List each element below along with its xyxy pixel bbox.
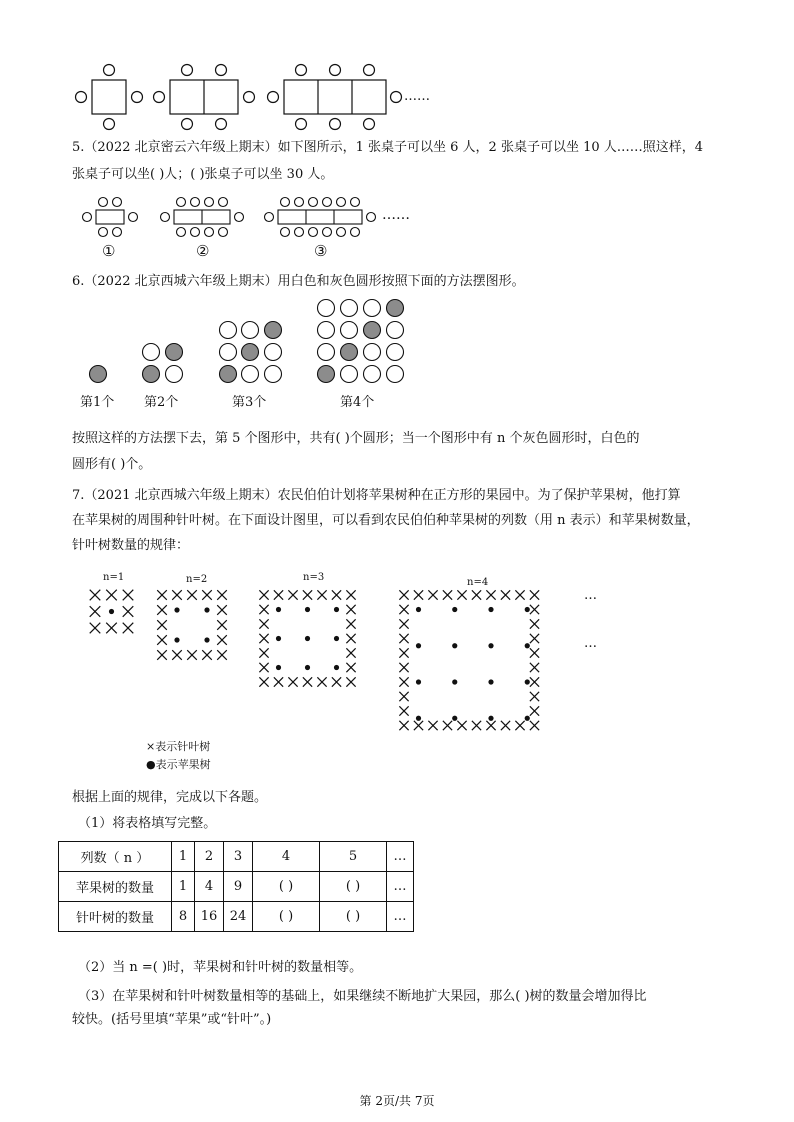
q6-text-line2: 按照这样的方法摆下去，第 5 个图形中，共有( )个圆形；当一个图形中有 n 个灰色圆形时，白色的 — [72, 431, 640, 446]
q7-n-label-2: n=2 — [186, 574, 208, 585]
apple-tree-dot — [334, 636, 339, 641]
q5-label-2: ② — [196, 242, 210, 260]
apple-tree-dot — [305, 665, 310, 670]
answer-blank[interactable]: ( ) — [253, 902, 320, 932]
apple-tree-dot — [334, 607, 339, 612]
q6-figure-label-3: 第3个 — [232, 395, 267, 410]
table-cell: … — [387, 842, 414, 872]
apple-tree-dot — [416, 643, 421, 648]
q7-text-line2: 在苹果树的周围种针叶树。在下面设计图里，可以看到农民伯伯种苹果树的列数（用 n 表示）和苹果树数量， — [72, 513, 700, 528]
table-cell: 9 — [224, 872, 253, 902]
q7-text-line3: 针叶树数量的规律： — [72, 538, 190, 553]
table-cell: 列数（ n ） — [59, 842, 172, 872]
table-cell: 2 — [195, 842, 224, 872]
apple-tree-dot — [204, 607, 209, 612]
apple-tree-dot — [174, 637, 179, 642]
q7-sub3-line1: （3）在苹果树和针叶树数量相等的基础上，如果继续不断地扩大果园，那么( )树的数量会增加得比 — [78, 989, 647, 1004]
q7-n-label-4: n=4 — [467, 577, 489, 588]
apple-tree-dot — [174, 607, 179, 612]
table-row — [59, 872, 414, 902]
q7-legend-conifer: ×表示针叶树 — [146, 740, 211, 753]
q7-ellipsis-lower: … — [584, 636, 597, 651]
q5-text-line1: 5.（2022 北京密云六年级上期末）如下图所示，1 张桌子可以坐 6 人，2 张桌子可以坐 10 人……照这样，4 — [72, 140, 704, 155]
apple-tree-dot — [452, 607, 457, 612]
table-cell: 4 — [253, 842, 320, 872]
apple-tree-dot — [204, 637, 209, 642]
q7-sub2: （2）当 n =( )时，苹果树和针叶树的数量相等。 — [78, 960, 363, 975]
page-footer: 第 2页/共 7页 — [359, 1094, 435, 1108]
apple-tree-dot — [525, 643, 530, 648]
apple-tree-dot — [488, 679, 493, 684]
table-cell: 5 — [320, 842, 387, 872]
apple-tree-dot — [525, 716, 530, 721]
apple-tree-dot — [416, 679, 421, 684]
table-cell: 苹果树的数量 — [59, 872, 172, 902]
q7-n-label-1: n=1 — [103, 572, 125, 583]
q5-label-1: ① — [102, 242, 116, 260]
apple-tree-dot — [416, 607, 421, 612]
answer-blank[interactable]: ( ) — [320, 872, 387, 902]
q7-intro: 根据上面的规律，完成以下各题。 — [72, 790, 268, 805]
apple-tree-dot — [488, 607, 493, 612]
apple-tree-dot — [488, 716, 493, 721]
apple-tree-dot — [276, 636, 281, 641]
q5-label-3: ③ — [314, 242, 328, 260]
table-row — [59, 842, 414, 872]
apple-tree-dot — [276, 665, 281, 670]
apple-tree-dot — [305, 607, 310, 612]
apple-tree-dot — [416, 716, 421, 721]
answer-blank[interactable]: ( ) — [253, 872, 320, 902]
q7-legend-apple: ●表示苹果树 — [146, 758, 211, 771]
q6-figure-label-4: 第4个 — [340, 395, 375, 410]
q7-sub3-line2: 较快。(括号里填“苹果”或“针叶”。) — [72, 1012, 272, 1027]
q6-figure-label-1: 第1个 — [80, 395, 115, 410]
q6-text-line1: 6.（2022 北京西城六年级上期末）用白色和灰色圆形按照下面的方法摆图形。 — [72, 274, 525, 289]
apple-tree-dot — [452, 679, 457, 684]
q7-n-label-3: n=3 — [303, 572, 325, 583]
q6-figure-label-2: 第2个 — [144, 395, 179, 410]
table-cell: 3 — [224, 842, 253, 872]
table-cell: 8 — [172, 902, 195, 932]
table-cell: … — [387, 902, 414, 932]
q7-text-line1: 7.（2021 北京西城六年级上期末）农民伯伯计划将苹果树种在正方形的果园中。为了保护苹果树，他打算 — [72, 488, 681, 503]
apple-tree-dot — [488, 643, 493, 648]
table-cell: 1 — [172, 842, 195, 872]
table-row — [59, 902, 414, 932]
q5-text-line2: 张桌子可以坐( )人；( )张桌子可以坐 30 人。 — [72, 167, 334, 182]
apple-tree-dot — [525, 607, 530, 612]
apple-tree-dot — [334, 665, 339, 670]
q7-table — [58, 841, 414, 932]
apple-tree-dot — [305, 636, 310, 641]
q6-text-line3: 圆形有( )个。 — [72, 457, 152, 472]
table-cell: 4 — [195, 872, 224, 902]
q7-sub1: （1）将表格填写完整。 — [78, 816, 217, 831]
table-cell: 16 — [195, 902, 224, 932]
table-cell: … — [387, 872, 414, 902]
apple-tree-dot — [452, 716, 457, 721]
apple-tree-dot — [109, 609, 114, 614]
apple-tree-dot — [525, 679, 530, 684]
q5-figure-ellipsis: …… — [382, 207, 410, 223]
apple-tree-dot — [276, 607, 281, 612]
table-cell: 1 — [172, 872, 195, 902]
top-figure-ellipsis: …… — [404, 89, 430, 104]
apple-tree-dot — [452, 643, 457, 648]
table-cell: 24 — [224, 902, 253, 932]
q7-ellipsis-upper: … — [584, 588, 597, 603]
answer-blank[interactable]: ( ) — [320, 902, 387, 932]
table-cell: 针叶树的数量 — [59, 902, 172, 932]
